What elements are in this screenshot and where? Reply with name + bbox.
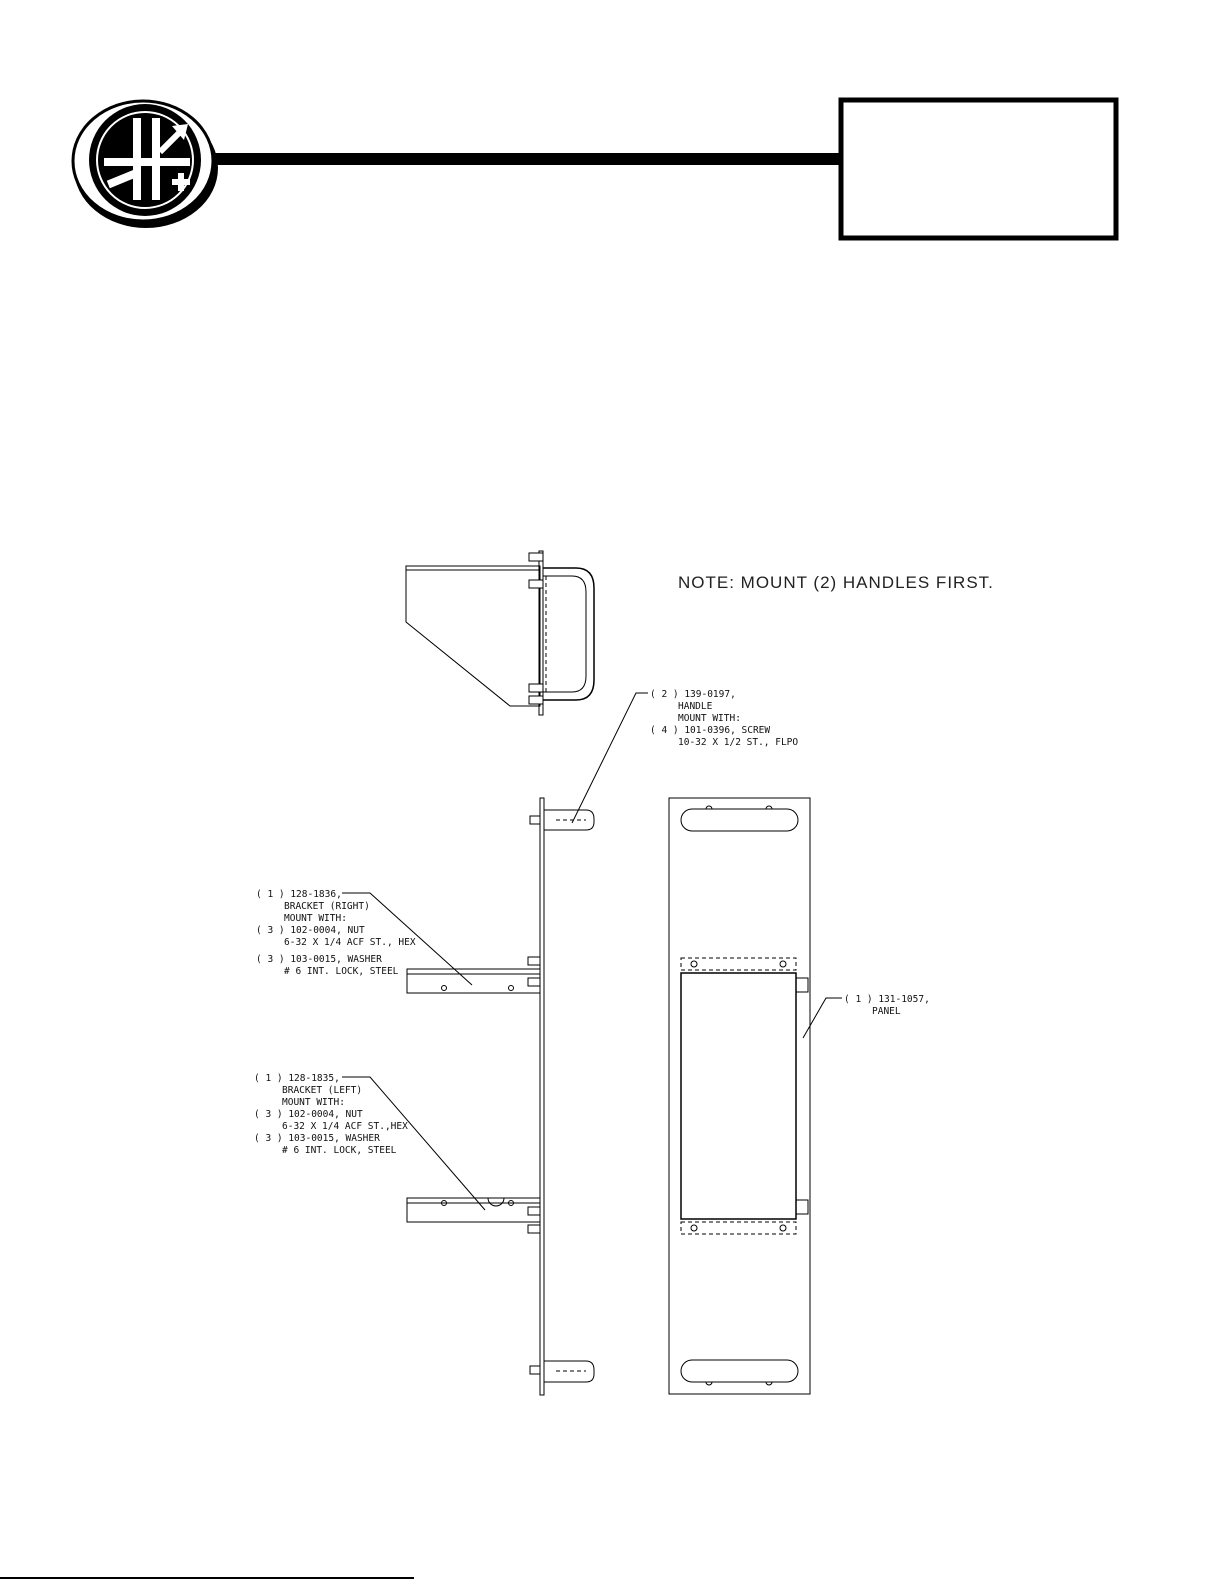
callout-line: ( 4 ) 101-0396, SCREW [650,725,771,736]
callout-line: MOUNT WITH: [282,1097,345,1108]
callout-panel [844,994,930,1017]
callout-line: 6-32 X 1/4 ACF ST.,HEX [282,1121,408,1132]
callout-line: ( 1 ) 128-1835, [254,1073,340,1084]
callout-bracket-left [254,1073,408,1156]
bracket-right-side-view [407,957,540,993]
callout-line: ( 3 ) 103-0015, WASHER [254,1133,380,1144]
leader-lines [342,693,842,1210]
panel-front-view [669,798,810,1394]
bracket-left-side-view [407,1198,540,1233]
callout-line: # 6 INT. LOCK, STEEL [284,966,399,977]
callout-line: ( 1 ) 131-1057, [844,994,930,1005]
callout-line: MOUNT WITH: [284,913,347,924]
callout-line: ( 3 ) 102-0004, NUT [256,925,365,936]
callout-handle [650,689,798,748]
callout-line: # 6 INT. LOCK, STEEL [282,1145,397,1156]
callout-line: ( 1 ) 128-1836, [256,889,342,900]
callout-line: ( 3 ) 103-0015, WASHER [256,954,382,965]
callout-line: PANEL [872,1006,901,1017]
callout-line: ( 3 ) 102-0004, NUT [254,1109,363,1120]
callout-bracket-right [256,889,416,977]
company-logo [73,101,218,228]
handle-side-view [406,551,594,715]
mount-note: NOTE: MOUNT (2) HANDLES FIRST. [678,573,994,592]
callout-line: BRACKET (LEFT) [282,1085,363,1096]
header-rule [212,153,842,165]
title-box [841,100,1116,238]
callout-line: 10-32 X 1/2 ST., FLPO [678,737,799,748]
callout-line: HANDLE [678,701,713,712]
callout-line: BRACKET (RIGHT) [284,901,370,912]
handle-screw-hardware [529,553,543,704]
side-view-rail [530,798,594,1395]
callout-line: ( 2 ) 139-0197, [650,689,736,700]
callout-line: 6-32 X 1/4 ACF ST., HEX [284,937,416,948]
callout-line: MOUNT WITH: [678,713,741,724]
